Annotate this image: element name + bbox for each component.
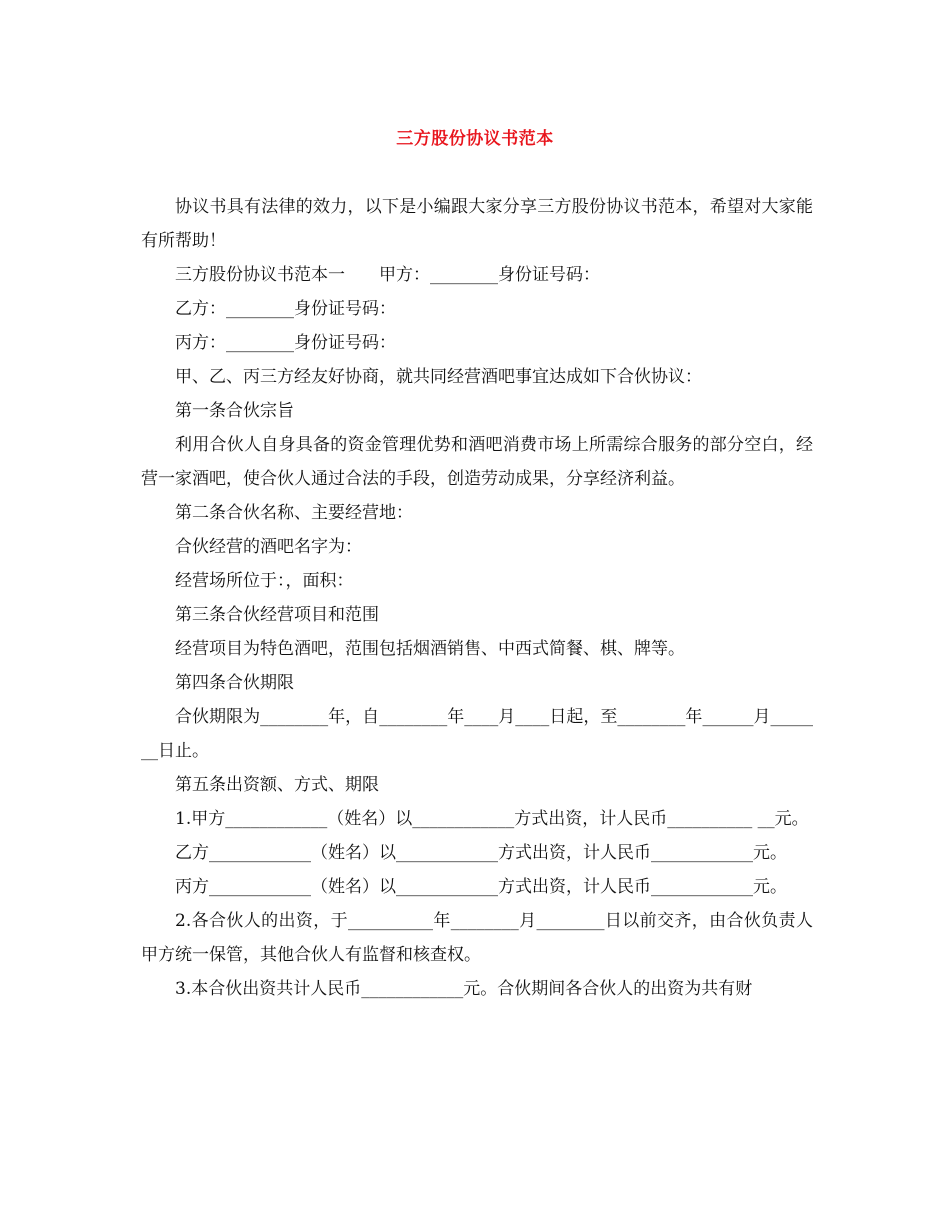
party-c-line: 丙方：________身份证号码：: [175, 333, 396, 353]
article-5-heading: 第五条出资额、方式、期限: [175, 775, 379, 795]
agreement-preamble: 甲、乙、丙三方经友好协商，就共同经营酒吧事宜达成如下合伙协议：: [175, 367, 702, 387]
article-5-item-3: 3.本合伙出资共计人民币____________元。合伙期间各合伙人的出资为共有财: [175, 979, 753, 999]
article-2-heading: 第二条合伙名称、主要经营地：: [175, 503, 413, 523]
document-title: 三方股份协议书范本: [396, 129, 554, 149]
article-3-body: 经营项目为特色酒吧，范围包括烟酒销售、中西式简餐、棋、牌等。: [175, 639, 685, 659]
article-2-bar-name: 合伙经营的酒吧名字为：: [175, 537, 362, 557]
party-a-line: 三方股份协议书范本一 甲方：________身份证号码：: [175, 265, 600, 285]
intro-paragraph: 协议书具有法律的效力，以下是小编跟大家分享三方股份协议书范本，希望对大家能有所帮助！: [141, 197, 813, 251]
article-5-item-1-party-b: 乙方____________（姓名）以____________方式出资，计人民币____________元。: [175, 843, 787, 863]
article-2-location: 经营场所位于：，面积：: [175, 571, 354, 591]
article-5-item-1-party-c: 丙方____________（姓名）以____________方式出资，计人民币____________元。: [175, 877, 787, 897]
article-4-heading: 第四条合伙期限: [175, 673, 294, 693]
document-body: [141, 190, 813, 1006]
party-b-line: 乙方：________身份证号码：: [175, 299, 396, 319]
article-3-heading: 第三条合伙经营项目和范围: [175, 605, 379, 625]
article-5-item-2: 2.各合伙人的出资，于__________年________月________日以前交齐，由合伙负责人甲方统一保管，其他合伙人有监督和核查权。: [141, 911, 813, 965]
article-1-heading: 第一条合伙宗旨: [175, 401, 294, 421]
article-5-item-1-party-a: 1.甲方____________（姓名）以____________方式出资，计人民币__________ __元。: [175, 809, 809, 829]
article-4-body: 合伙期限为________年，自________年____月____日起，至________年______月_______日止。: [141, 707, 813, 761]
article-1-body: 利用合伙人自身具备的资金管理优势和酒吧消费市场上所需综合服务的部分空白，经营一家酒吧，使合伙人通过合法的手段，创造劳动成果，分享经济利益。: [141, 435, 813, 489]
